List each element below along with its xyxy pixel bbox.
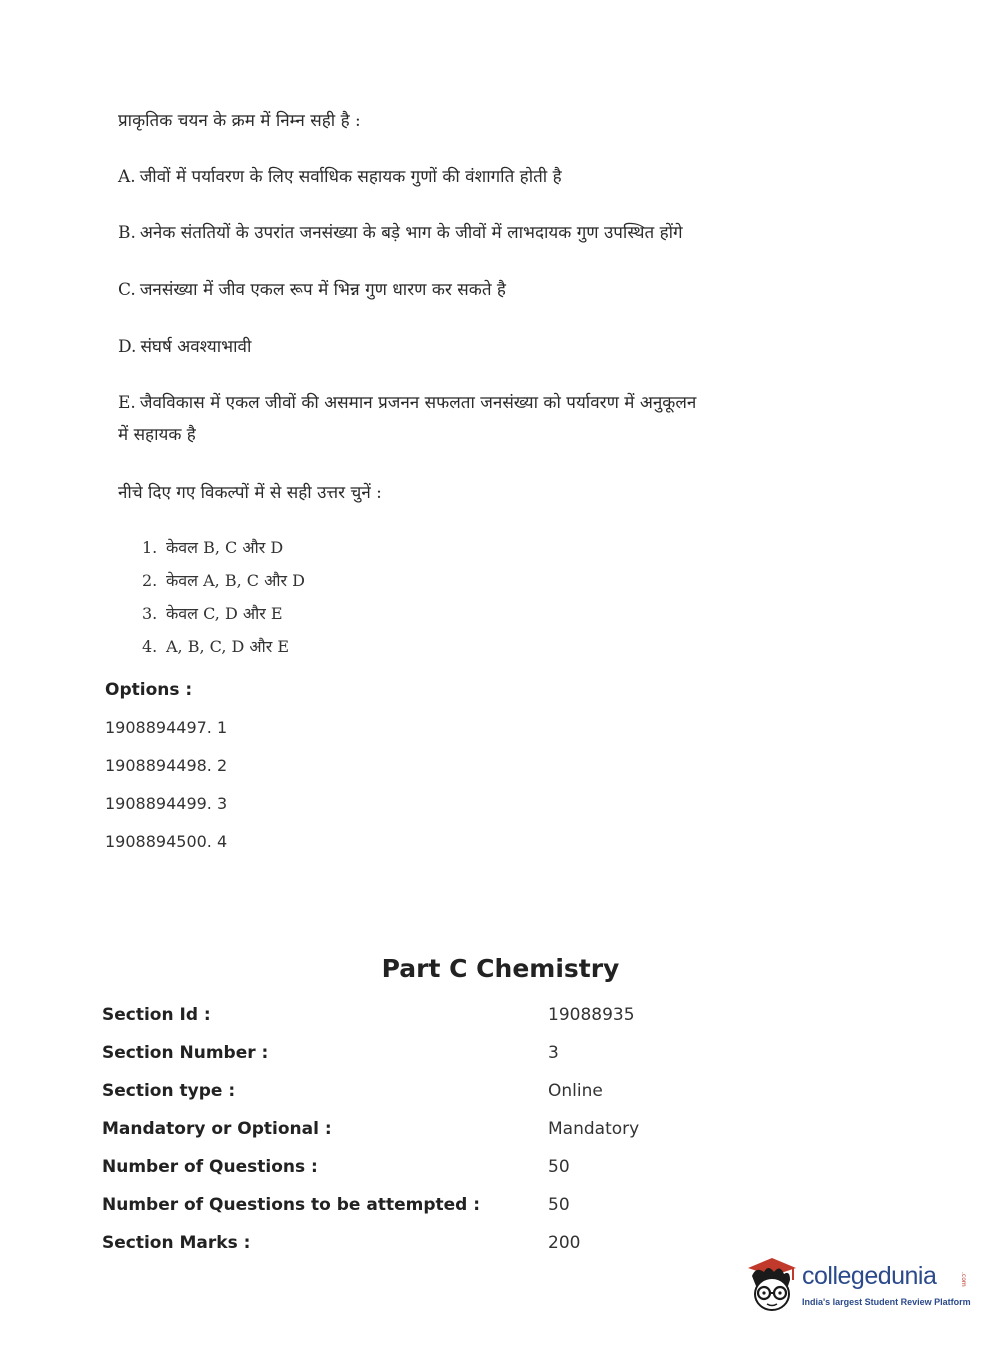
question-intro: प्राकृतिक चयन के क्रम में निम्न सही है : <box>118 111 361 131</box>
choice-text: A, B, C, D और E <box>166 637 290 656</box>
mandatory-value: Mandatory <box>548 1119 640 1139</box>
mascot-icon <box>742 1250 802 1316</box>
collegedunia-logo <box>742 1250 982 1320</box>
option-id-2: 1908894498. 2 <box>105 756 228 775</box>
choice-number: 1. <box>142 538 158 557</box>
logo-name: collegedunia <box>802 1262 937 1290</box>
statement-text: जनसंख्या में जीव एकल रूप में भिन्न गुण धारण कर सकते है <box>139 280 506 300</box>
choice-3 <box>142 602 283 624</box>
mandatory-label: Mandatory or Optional : <box>102 1119 332 1139</box>
section-number-label: Section Number : <box>102 1043 269 1063</box>
choice-1 <box>142 536 283 558</box>
section-number-value: 3 <box>548 1043 559 1063</box>
logo-com: .com <box>960 1272 967 1287</box>
statement-text: संघर्ष अवश्याभावी <box>140 337 252 357</box>
attempt-count-label: Number of Questions to be attempted : <box>102 1195 481 1215</box>
statement-text: जैवविकास में एकल जीवों की असमान प्रजनन सफलता जनसंख्या को पर्यावरण में अनुकूलन <box>139 393 697 413</box>
choice-4 <box>142 635 289 657</box>
choice-number: 4. <box>142 637 158 656</box>
question-count-label: Number of Questions : <box>102 1157 318 1177</box>
statement-d <box>118 334 251 357</box>
statement-label: B. <box>118 223 136 243</box>
statement-text: अनेक संततियों के उपरांत जनसंख्या के बड़े भाग के जीवों में लाभदायक गुण उपस्थित होंगे <box>139 223 683 243</box>
options-label: Options : <box>105 680 193 700</box>
choice-number: 2. <box>142 571 158 590</box>
question-instruction: नीचे दिए गए विकल्पों में से सही उत्तर चुनें : <box>118 483 382 503</box>
section-type-value: Online <box>548 1081 603 1101</box>
statement-label: A. <box>118 167 136 187</box>
statement-label: E. <box>118 393 136 413</box>
section-id-label: Section Id : <box>102 1005 211 1025</box>
option-id-3: 1908894499. 3 <box>105 794 228 813</box>
statement-c <box>118 277 506 300</box>
statement-b <box>118 220 683 243</box>
statement-label: C. <box>118 280 136 300</box>
option-id-1: 1908894497. 1 <box>105 718 228 737</box>
section-marks-label: Section Marks : <box>102 1233 251 1253</box>
attempt-count-value: 50 <box>548 1195 570 1215</box>
option-id-4: 1908894500. 4 <box>105 832 228 851</box>
statement-a <box>118 164 562 187</box>
section-marks-value: 200 <box>548 1233 581 1253</box>
statement-label: D. <box>118 337 137 357</box>
choice-2 <box>142 569 305 591</box>
section-type-label: Section type : <box>102 1081 236 1101</box>
choice-number: 3. <box>142 604 158 623</box>
part-title: Part C Chemistry <box>381 954 620 983</box>
section-id-value: 19088935 <box>548 1005 635 1025</box>
logo-tagline: India's largest Student Review Platform <box>802 1297 971 1307</box>
choice-text: केवल C, D और E <box>166 604 283 623</box>
statement-text: जीवों में पर्यावरण के लिए सर्वाधिक सहायक गुणों की वंशागति होती है <box>139 167 562 187</box>
statement-e <box>118 390 696 413</box>
choice-text: केवल B, C और D <box>166 538 284 557</box>
question-count-value: 50 <box>548 1157 570 1177</box>
statement-e-continued: में सहायक है <box>118 425 196 445</box>
choice-text: केवल A, B, C और D <box>166 571 305 590</box>
